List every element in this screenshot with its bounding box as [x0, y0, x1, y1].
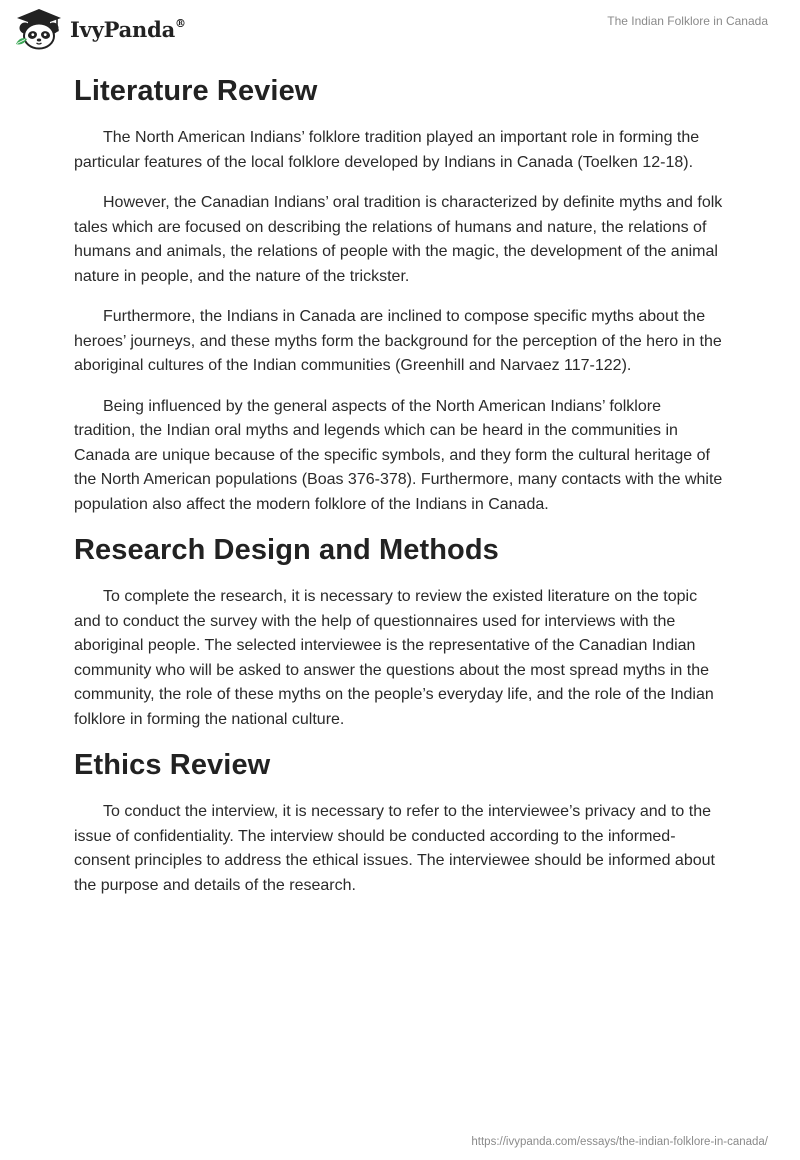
section-heading: Research Design and Methods	[74, 534, 499, 566]
paragraph: The North American Indians’ folklore tradition played an important role in forming the particular features of the local folklore developed by Indians in Canada (Toelken 12-18).	[74, 129, 700, 171]
paragraph: To conduct the interview, it is necessary to refer to the interviewee’s privacy and to the issue of confidentiality. The interview should be conducted according to the informed-consent principles to address the ethical issues. The interviewee should be informed about the purpose and details of the research.	[74, 803, 715, 894]
ivypanda-logo[interactable]	[14, 8, 186, 50]
section-ethics-review	[74, 748, 724, 898]
section-literature-review	[74, 74, 724, 517]
trademark-mark: ®	[175, 16, 186, 30]
paragraph: To complete the research, it is necessary to review the existed literature on the topic and to conduct the survey with the help of questionnaires used for interviews with the aboriginal people. The selected interviewee is the representative of the Canadian Indian community who will be asked to answer the questions about the most spread myths in the community, the role of these myths on the people’s everyday life, and the role of the Indian folklore in forming the national culture.	[74, 588, 714, 728]
paragraph: Being influenced by the general aspects of the North American Indians’ folklore tradition, the Indian oral myths and legends which can be heard in the communities in Canada are unique because of the specific symbols, and they form the cultural heritage of the North American populations (Boas 376-378). Furthermore, many contacts with the white population also affect the modern folklore of the Indians in Canada.	[74, 397, 723, 513]
panda-graduate-icon	[14, 8, 64, 50]
section-heading: Literature Review	[74, 75, 318, 107]
essay-content	[74, 60, 724, 914]
brand-name: IvyPanda®	[70, 16, 186, 42]
paragraph: Furthermore, the Indians in Canada are inclined to compose specific myths about the heroes’ journeys, and these myths form the background for the perception of the hero in the aboriginal cultures of the Indian communities (Greenhill and Narvaez 117-122).	[74, 308, 722, 374]
section-heading: Ethics Review	[74, 749, 271, 781]
section-research-design	[74, 533, 724, 732]
paragraph: However, the Canadian Indians’ oral tradition is characterized by definite myths and folk tales which are focused on describing the relations of humans and nature, the relations of humans and animals, the relations of people with the magic, the development of the animal nature in people, and the nature of the trickster.	[74, 194, 723, 285]
document-title: The Indian Folklore in Canada	[607, 14, 768, 28]
source-url[interactable]: https://ivypanda.com/essays/the-indian-folklore-in-canada/	[471, 1136, 768, 1148]
